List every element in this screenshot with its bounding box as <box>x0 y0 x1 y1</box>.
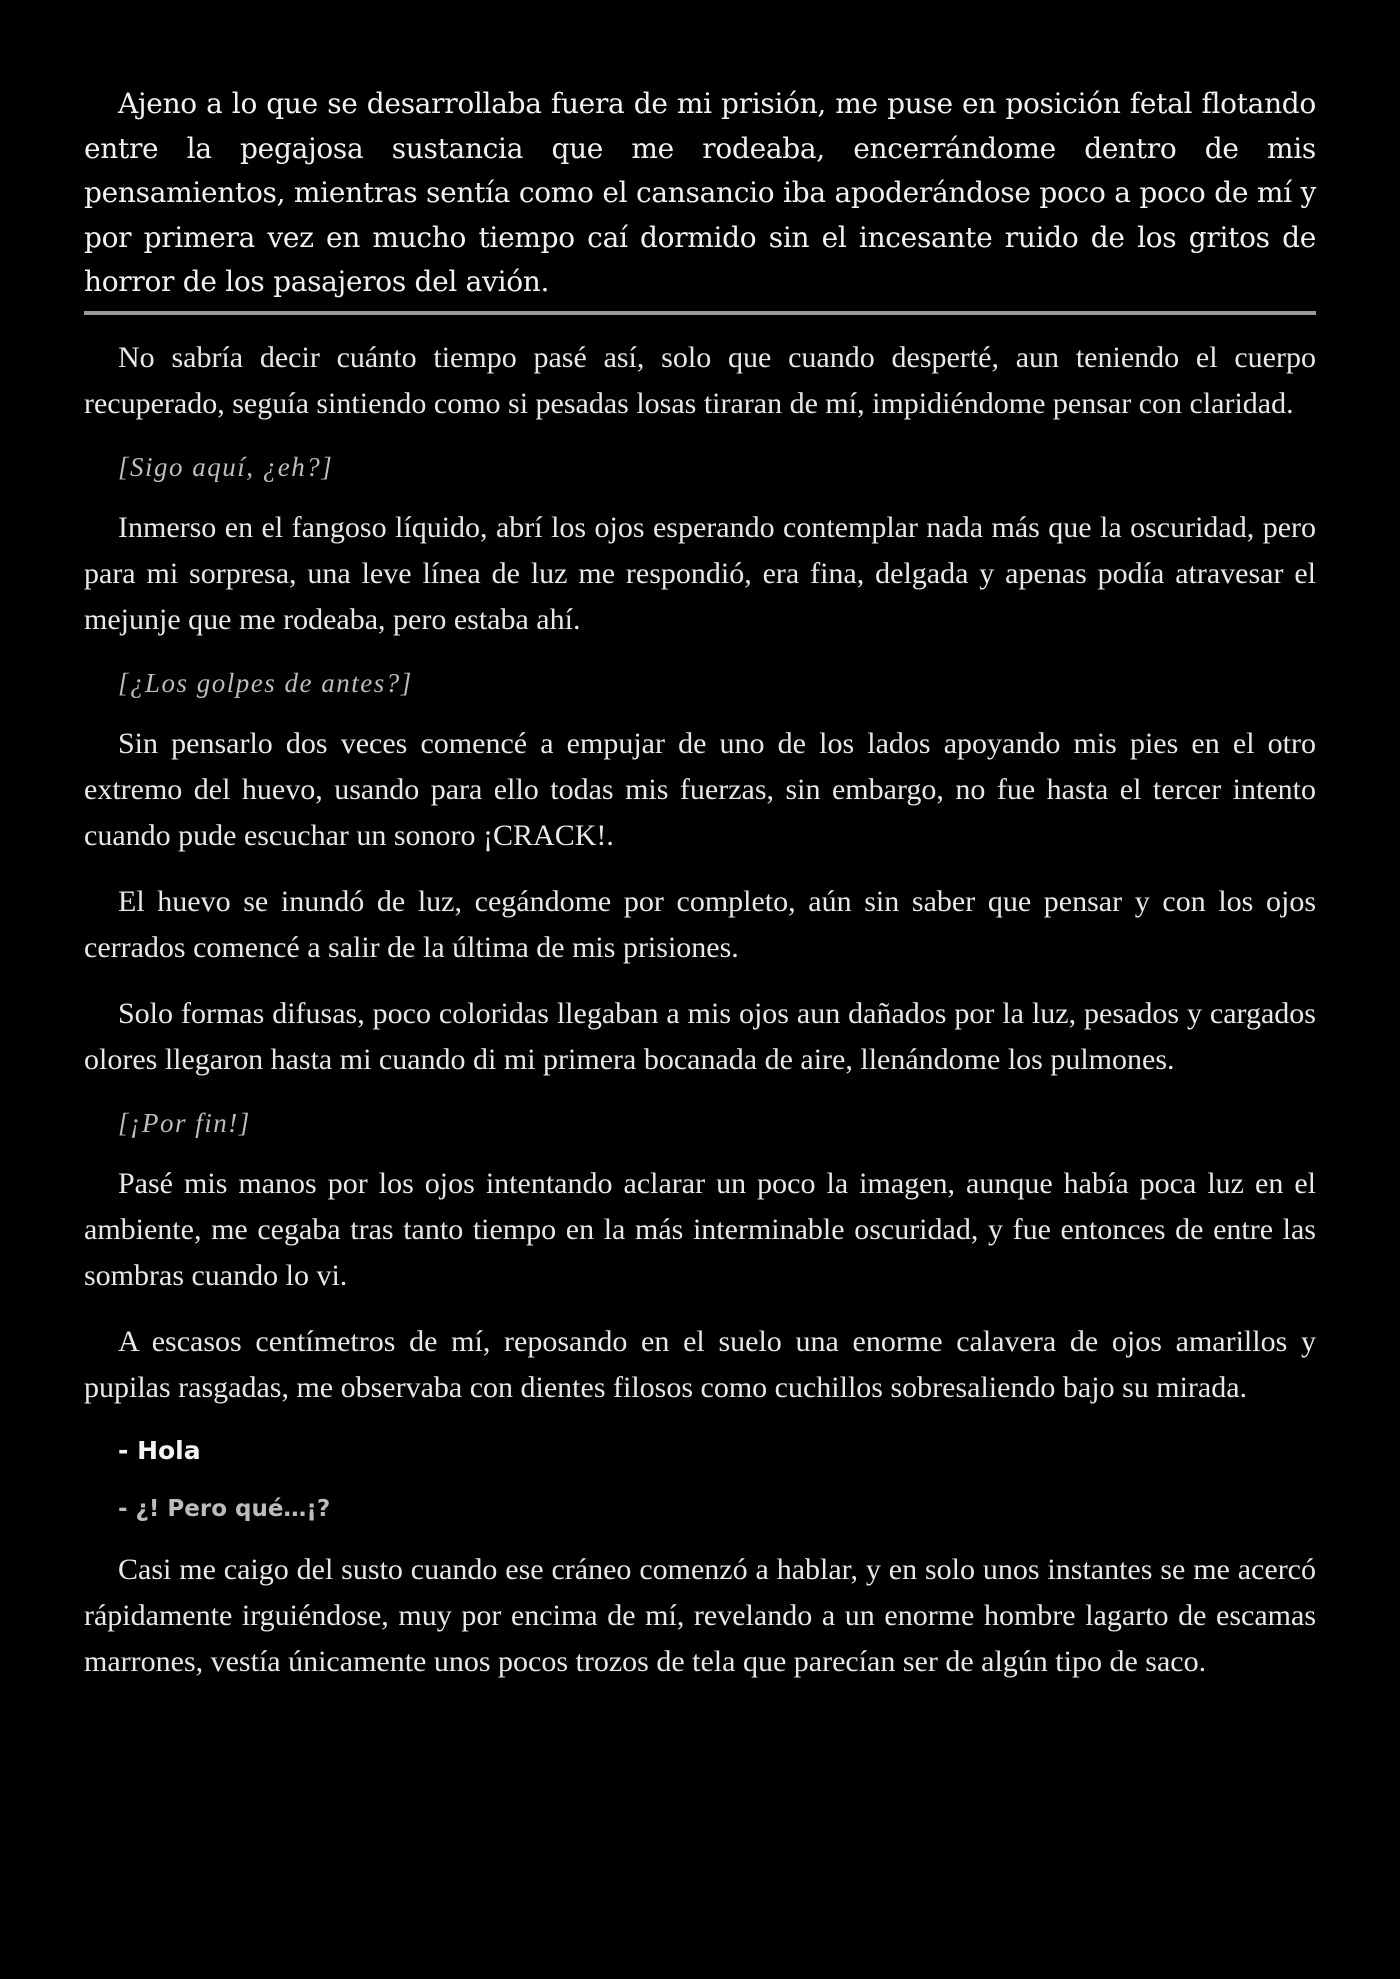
dialogue-line: - Hola <box>118 1435 201 1465</box>
dialogue-line: - ¿! Pero qué…¡? <box>118 1495 331 1522</box>
paragraph: Casi me caigo del susto cuando ese cráneo comenzó a hablar, y en solo unos instantes se me acercó rápidamente irguiéndose, muy por encima de mí, revelando a un enorme hombre lagarto de escamas marrones, vestía únicamente unos pocos trozos de tela que parecían ser de algún tipo de saco. <box>84 1552 1316 1678</box>
paragraph: Ajeno a lo que se desarrollaba fuera de mi prisión, me puse en posición fetal flotando entre la pegajosa sustancia que me rodeaba, encerrándome dentro de mis pensamientos, mientras sentía como el cansancio iba apoderándose poco a poco de mí y por primera vez en mucho tiempo caí dormido sin el incesante ruido de los gritos de horror de los pasajeros del avión. <box>84 87 1316 298</box>
inner-thought: [¡Por fin!] <box>118 1107 251 1138</box>
paragraph: No sabría decir cuánto tiempo pasé así, solo que cuando desperté, aun teniendo el cuerpo recuperado, seguía sintiendo como si pesadas losas tiraran de mí, impidiéndome pensar con claridad. <box>84 340 1316 420</box>
paragraph: A escasos centímetros de mí, reposando en el suelo una enorme calavera de ojos amarillos y pupilas rasgadas, me observaba con dientes filosos como cuchillos sobresaliendo bajo su mirada. <box>84 1324 1316 1404</box>
paragraph: Pasé mis manos por los ojos intentando aclarar un poco la imagen, aunque había poca luz en el ambiente, me cegaba tras tanto tiempo en la más interminable oscuridad, y fue entonces de entre las sombras cuando lo vi. <box>84 1166 1316 1292</box>
inner-thought: [¿Los golpes de antes?] <box>118 667 413 698</box>
paragraph: Sin pensarlo dos veces comencé a empujar de uno de los lados apoyando mis pies en el otro extremo del huevo, usando para ello todas mis fuerzas, sin embargo, no fue hasta el tercer intento cuando pude escuchar un sonoro ¡CRACK!. <box>84 726 1316 852</box>
section-divider <box>84 311 1316 315</box>
inner-thought: [Sigo aquí, ¿eh?] <box>118 451 334 482</box>
paragraph: Inmerso en el fangoso líquido, abrí los ojos esperando contemplar nada más que la oscuridad, pero para mi sorpresa, una leve línea de luz me respondió, era fina, delgada y apenas podía atravesar el mejunje que me rodeaba, pero estaba ahí. <box>84 510 1316 636</box>
paragraph: Solo formas difusas, poco coloridas llegaban a mis ojos aun dañados por la luz, pesados y cargados olores llegaron hasta mi cuando di mi primera bocanada de aire, llenándome los pulmones. <box>84 996 1316 1076</box>
document-page <box>84 82 1316 1705</box>
paragraph: El huevo se inundó de luz, cegándome por completo, aún sin saber que pensar y con los ojos cerrados comencé a salir de la última de mis prisiones. <box>84 884 1316 964</box>
